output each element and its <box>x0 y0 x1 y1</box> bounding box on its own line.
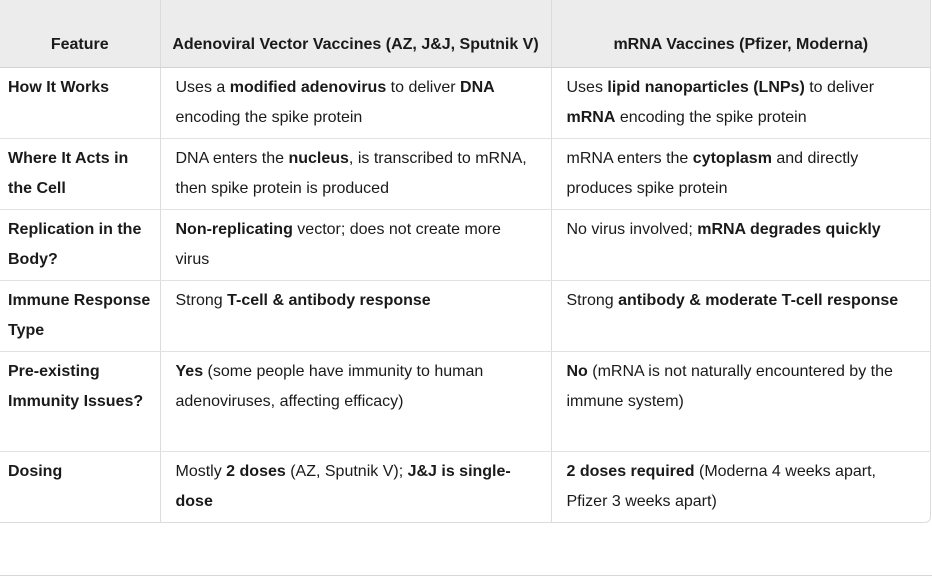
header-feature: Feature <box>0 0 160 67</box>
text-segment: DNA enters the <box>175 149 289 167</box>
bold-text-segment: mRNA <box>566 108 616 126</box>
feature-cell: Pre-existing Immunity Issues? <box>0 351 160 451</box>
bold-text-segment: nucleus <box>288 149 349 167</box>
adenoviral-cell <box>160 67 551 138</box>
text-segment: and directly produces spike protein <box>566 149 859 197</box>
adenoviral-cell <box>160 451 551 522</box>
bold-text-segment: modified adenovirus <box>229 78 387 96</box>
text-segment: (AZ, Sputnik V); <box>285 462 408 480</box>
mrna-cell <box>551 451 930 522</box>
bottom-divider <box>0 575 932 576</box>
mrna-cell <box>551 351 930 451</box>
table-row <box>0 67 930 138</box>
table-body <box>0 67 930 522</box>
text-segment: Uses <box>566 78 608 96</box>
text-segment: encoding the spike protein <box>175 108 363 126</box>
text-segment: Uses a <box>175 78 230 96</box>
bold-text-segment: 2 doses <box>226 462 286 480</box>
bold-text-segment: cytoplasm <box>692 149 772 167</box>
bold-text-segment: antibody & moderate T-cell response <box>618 291 899 309</box>
bold-text-segment: T-cell & antibody response <box>227 291 431 309</box>
mrna-cell <box>551 209 930 280</box>
table-row <box>0 351 930 451</box>
text-segment: encoding the spike protein <box>615 108 807 126</box>
bold-text-segment: mRNA degrades quickly <box>697 220 881 238</box>
text-segment: vector; does not create more virus <box>175 220 501 268</box>
mrna-cell <box>551 138 930 209</box>
mrna-cell <box>551 67 930 138</box>
table-row <box>0 280 930 351</box>
text-segment: Strong <box>175 291 228 309</box>
bold-text-segment: DNA <box>460 78 495 96</box>
bold-text-segment: No <box>566 362 588 380</box>
text-segment: to deliver <box>804 78 875 96</box>
text-segment: (mRNA is not naturally encountered by the immune system) <box>566 362 893 410</box>
table-row <box>0 209 930 280</box>
adenoviral-cell <box>160 280 551 351</box>
table-row <box>0 451 930 522</box>
adenoviral-cell <box>160 351 551 451</box>
feature-cell: Where It Acts in the Cell <box>0 138 160 209</box>
text-segment: (some people have immunity to human adenoviruses, affecting efficacy) <box>175 362 484 410</box>
adenoviral-cell <box>160 209 551 280</box>
bold-text-segment: Non-replicating <box>175 220 293 238</box>
text-segment: , is transcribed to mRNA, then spike protein is produced <box>175 149 527 197</box>
text-segment: Strong <box>566 291 619 309</box>
feature-cell: Immune Response Type <box>0 280 160 351</box>
table-row <box>0 138 930 209</box>
text-segment: mRNA enters the <box>566 149 693 167</box>
bold-text-segment: Yes <box>175 362 204 380</box>
feature-cell: Dosing <box>0 451 160 522</box>
text-segment: Mostly <box>175 462 227 480</box>
bold-text-segment: J&J is single-dose <box>175 462 511 510</box>
feature-cell: Replication in the Body? <box>0 209 160 280</box>
feature-cell: How It Works <box>0 67 160 138</box>
header-row <box>0 0 930 67</box>
header-mrna: mRNA Vaccines (Pfizer, Moderna) <box>551 0 930 67</box>
bold-text-segment: 2 doses required <box>566 462 695 480</box>
adenoviral-cell <box>160 138 551 209</box>
mrna-cell <box>551 280 930 351</box>
text-segment: (Moderna 4 weeks apart, Pfizer 3 weeks apart) <box>566 462 876 510</box>
table-header <box>0 0 930 67</box>
header-adenoviral: Adenoviral Vector Vaccines (AZ, J&J, Sputnik V) <box>160 0 551 67</box>
bold-text-segment: lipid nanoparticles (LNPs) <box>607 78 805 96</box>
text-segment: to deliver <box>386 78 461 96</box>
text-segment: No virus involved; <box>566 220 698 238</box>
